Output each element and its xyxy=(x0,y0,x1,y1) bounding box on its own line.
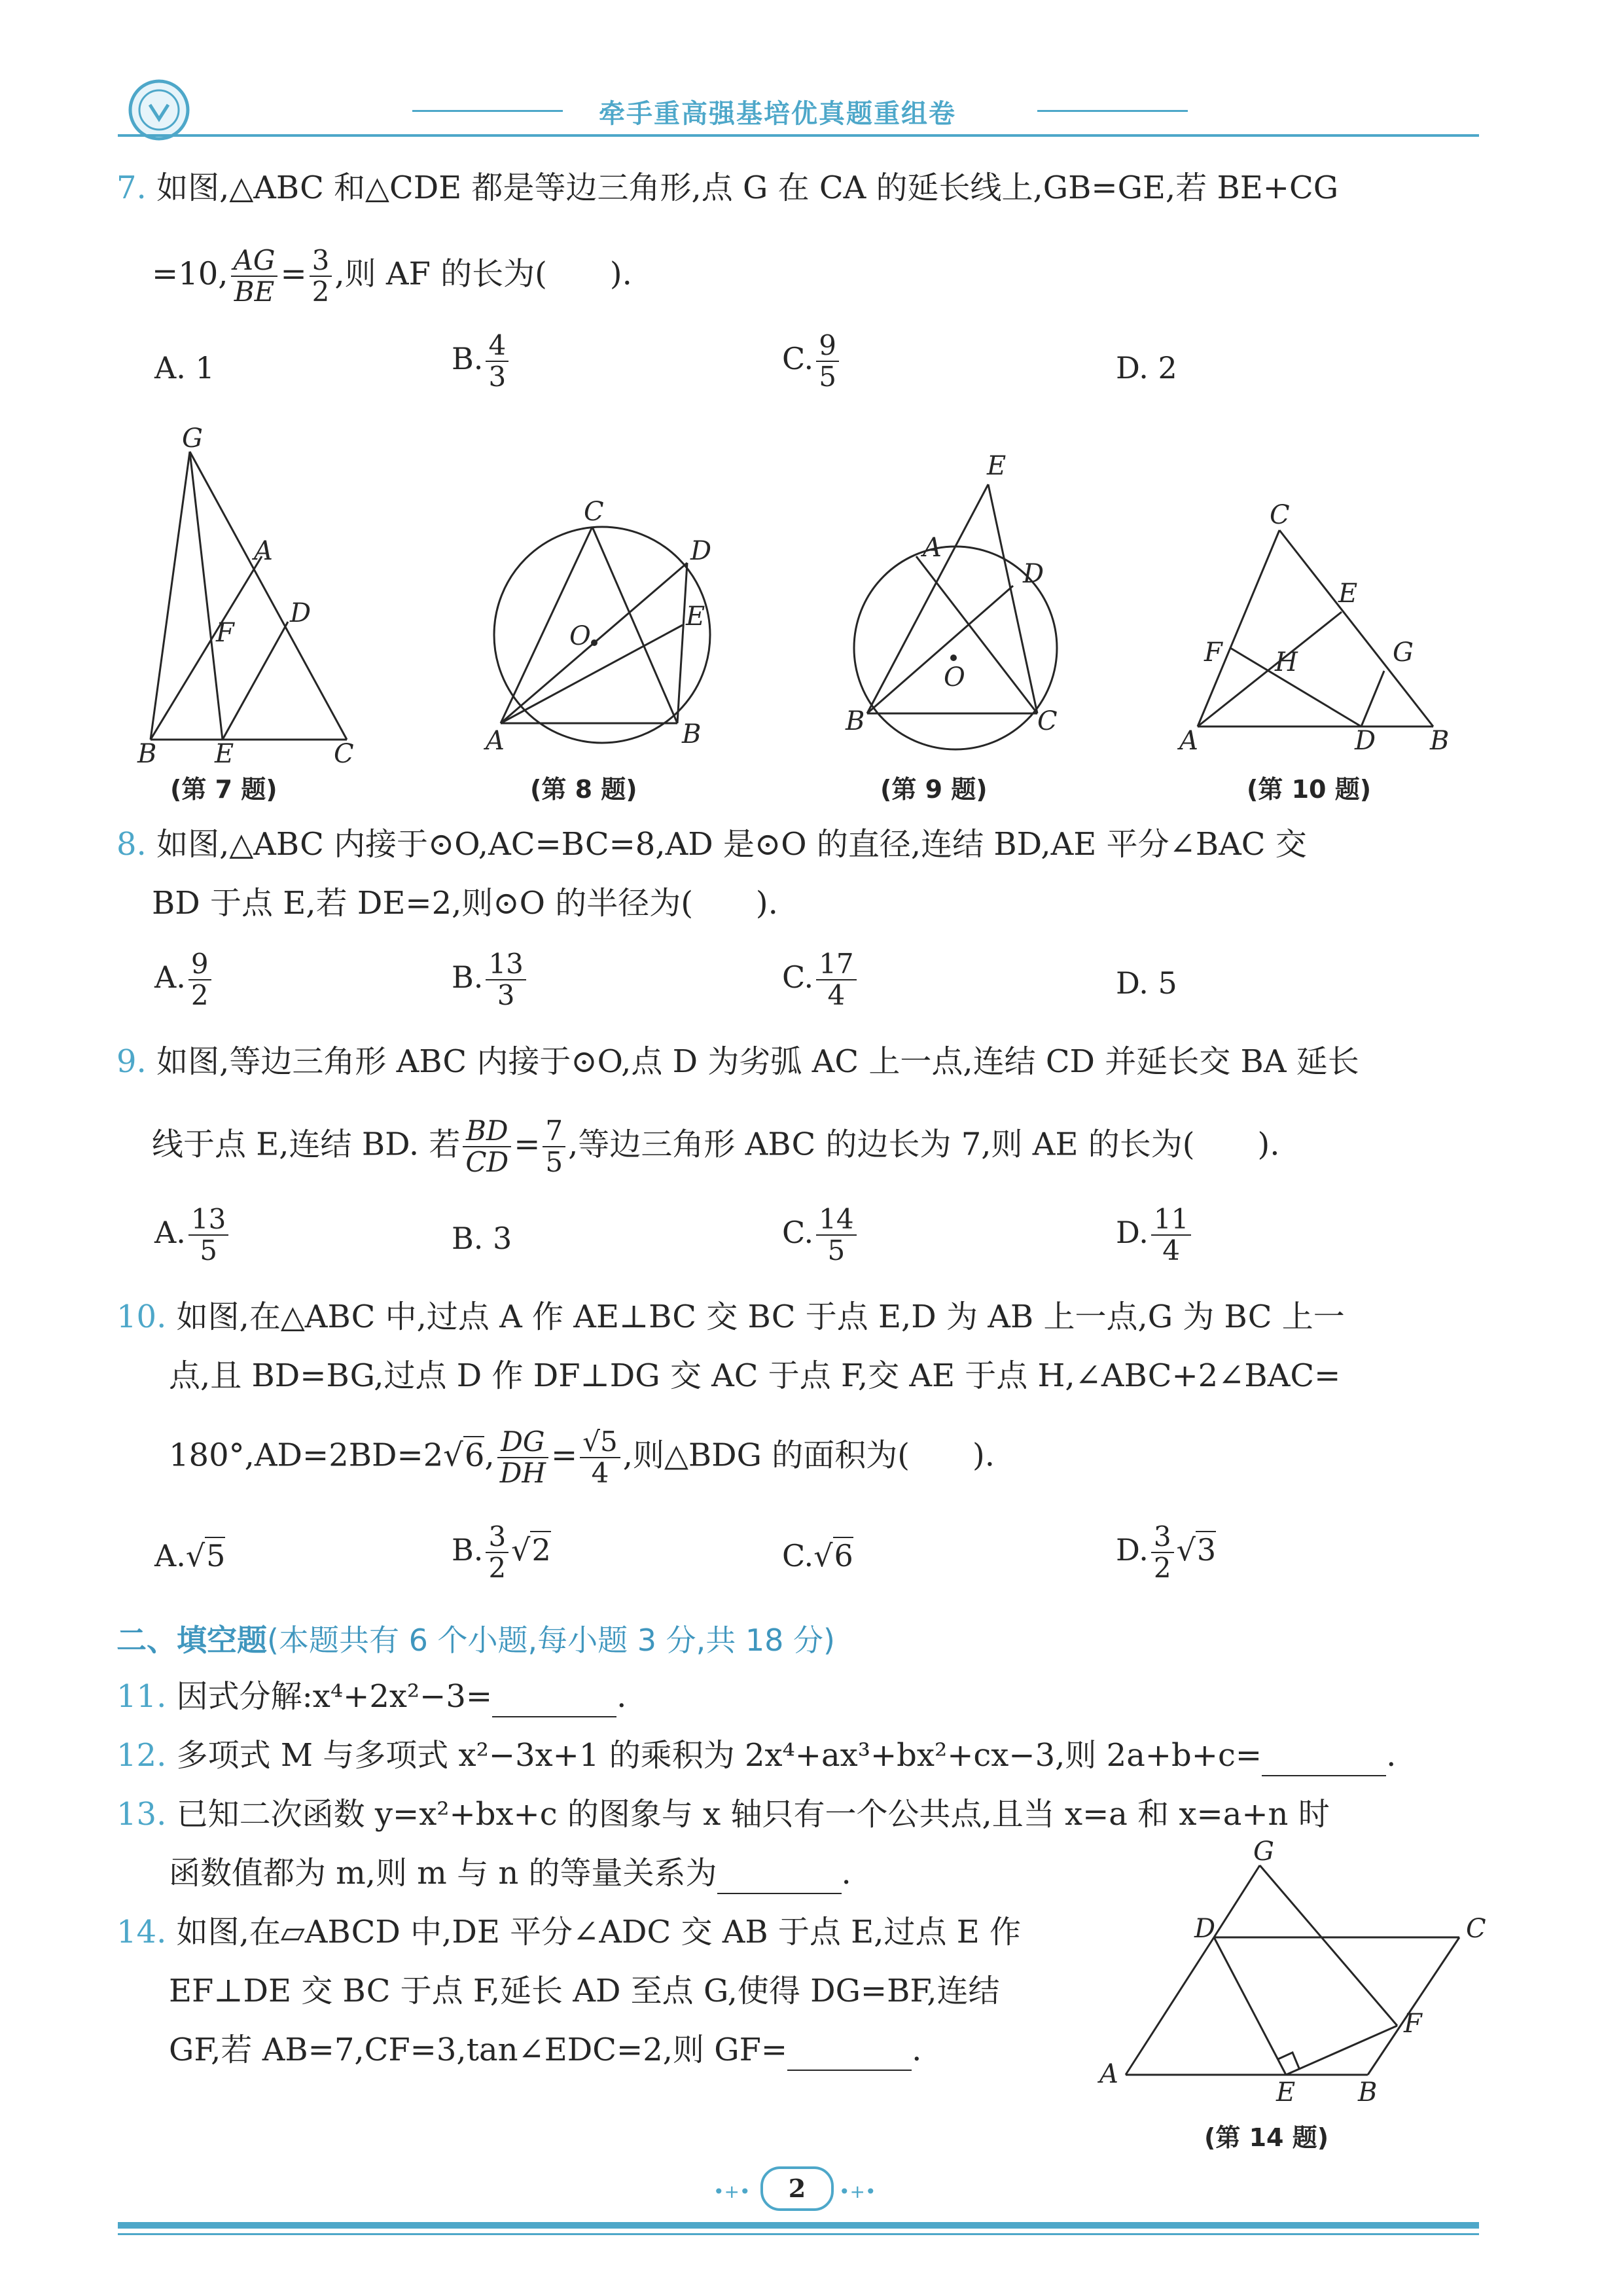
fig10-line-ae xyxy=(1198,612,1342,726)
q12-text: 多项式 M 与多项式 x²−3x+1 的乘积为 2x⁴+ax³+bx²+cx−3,则 2a+b+c= xyxy=(176,1737,1262,1774)
fig7-line-ba xyxy=(151,556,262,740)
q9-d-label: D. xyxy=(1116,1215,1149,1250)
q9-line1 xyxy=(116,1041,1359,1083)
fig8-label-c: C xyxy=(584,497,604,527)
q8-option-d: D. 5 xyxy=(1116,965,1177,1001)
q9-frac-7-5 xyxy=(543,1116,565,1177)
q13-text-line2: 函数值都为 m,则 m 与 n 的等量关系为 xyxy=(169,1855,717,1892)
fig9-label-c: C xyxy=(1037,706,1058,736)
fig14-line-ad xyxy=(1126,1937,1214,2075)
q7-frac1-bot: BE xyxy=(234,276,275,308)
q7-option-c-frac xyxy=(816,331,839,392)
q11 xyxy=(116,1676,626,1717)
fig14-label-c: C xyxy=(1466,1914,1486,1944)
q9-option-d xyxy=(1116,1204,1194,1266)
fig14-line-de xyxy=(1214,1937,1286,2075)
fig10-line-dg xyxy=(1361,671,1384,726)
q14-line3 xyxy=(169,2029,921,2071)
q13-answer-blank[interactable] xyxy=(717,1867,842,1894)
q7-frac-3-2 xyxy=(310,245,332,307)
fig10-label-c: C xyxy=(1270,500,1290,530)
fig14-label-g: G xyxy=(1253,1837,1274,1867)
q9-frac2-bot: 5 xyxy=(545,1146,563,1178)
figure-7 xyxy=(131,423,380,769)
figure-9-caption: (第 9 题) xyxy=(880,775,988,804)
q14-text-line1: 如图,在▱ABCD 中,DE 平分∠ADC 交 AB 于点 E,过点 E 作 xyxy=(176,1914,1022,1950)
q9-option-b: B. 3 xyxy=(452,1221,512,1256)
q7-option-c xyxy=(782,331,842,392)
fig7-label-g: G xyxy=(182,423,203,454)
fig9-label-a: A xyxy=(923,533,942,563)
figure-10-caption: (第 10 题) xyxy=(1247,775,1372,804)
fig7-line-ge xyxy=(190,452,223,740)
footer-rule xyxy=(118,2222,1479,2229)
q10-line3-comma: , xyxy=(484,1437,495,1474)
q7-frac2-bot: 2 xyxy=(312,276,330,308)
q9-text-line1: 如图,等边三角形 ABC 内接于⊙O,点 D 为劣弧 AC 上一点,连结 CD 并延长交 BA 延长 xyxy=(156,1043,1359,1080)
q10-b-radicand: 2 xyxy=(531,1532,551,1568)
fig8-label-b: B xyxy=(682,719,702,749)
q10-frac-sqrt5-4 xyxy=(580,1427,620,1488)
q7-option-b-label: B. xyxy=(452,341,484,376)
q10-option-c xyxy=(782,1538,853,1573)
q8-option-c xyxy=(782,949,859,1011)
q8-option-a xyxy=(154,949,214,1011)
q10-frac1-bot: DH xyxy=(499,1457,546,1489)
fig14-line-gf xyxy=(1260,1865,1397,2026)
fig7-line-gc xyxy=(190,452,347,740)
q14-number: 14. xyxy=(116,1914,167,1950)
q10-b-frac xyxy=(486,1522,508,1583)
q7-frac2-top: 3 xyxy=(310,245,332,277)
q8-option-b xyxy=(452,949,529,1011)
q10-b-radical: √ xyxy=(511,1532,531,1568)
q7-number: 7. xyxy=(116,170,147,206)
q12-end: . xyxy=(1386,1737,1397,1774)
fig10-line-ac xyxy=(1198,530,1279,726)
figure-14-caption: (第 14 题) xyxy=(1204,2123,1329,2152)
q10-d-radicand: 3 xyxy=(1196,1532,1217,1568)
fig8-label-a: A xyxy=(486,726,505,756)
fig10-label-h: H xyxy=(1275,647,1298,677)
q11-number: 11. xyxy=(116,1678,167,1715)
fig10-line-cb xyxy=(1279,530,1433,726)
q9-a-top: 13 xyxy=(188,1204,228,1236)
figure-10 xyxy=(1165,500,1466,759)
fig7-label-a: A xyxy=(254,536,273,566)
section-fill-in xyxy=(116,1617,835,1660)
q14-line1 xyxy=(116,1911,1021,1953)
q8-number: 8. xyxy=(116,826,147,863)
q10-a-radicand: 5 xyxy=(206,1538,226,1573)
q7-option-b xyxy=(452,331,511,392)
q10-frac-dg-dh xyxy=(497,1427,548,1488)
q7-option-b-frac xyxy=(486,331,508,392)
fig10-label-g: G xyxy=(1393,637,1414,668)
q10-option-b xyxy=(452,1522,551,1583)
q10-frac2-top: √5 xyxy=(580,1427,620,1458)
fig14-line-dg xyxy=(1214,1865,1260,1937)
fig14-label-f: F xyxy=(1404,2009,1422,2039)
fig10-label-d: D xyxy=(1355,726,1376,756)
header-ornament-right xyxy=(1037,110,1188,112)
q14-end: . xyxy=(912,2032,922,2068)
fig14-label-b: B xyxy=(1358,2077,1378,2108)
fig8-label-e: E xyxy=(686,601,705,632)
q8-b-top: 13 xyxy=(486,949,526,980)
q9-c-label: C. xyxy=(782,1215,814,1250)
q11-end: . xyxy=(616,1678,627,1715)
q10-b-label: B. xyxy=(452,1532,484,1568)
q8-c-label: C. xyxy=(782,960,814,995)
fig9-line-ec xyxy=(988,484,1037,713)
q9-a-frac xyxy=(188,1204,228,1266)
fig14-line-ef xyxy=(1286,2026,1397,2075)
q7-option-c-label: C. xyxy=(782,341,814,376)
q9-option-c xyxy=(782,1204,859,1266)
q8-line2: BD 于点 E,若 DE=2,则⊙O 的半径为( ). xyxy=(152,885,778,922)
fig9-line-bd xyxy=(867,586,1013,713)
q10-text-line1: 如图,在△ABC 中,过点 A 作 AE⊥BC 交 BC 于点 E,D 为 AB 上一点,G 为 BC 上一 xyxy=(176,1299,1345,1335)
q7-line2-post: ,则 AF 的长为( ). xyxy=(334,255,632,293)
fig8-center-dot xyxy=(591,639,597,646)
fig14-label-e: E xyxy=(1276,2077,1296,2108)
footer-dots-left: •+• xyxy=(713,2181,751,2202)
q8-c-frac xyxy=(816,949,856,1011)
q10-line3-pre: 180°,AD=2BD=2 xyxy=(169,1437,444,1474)
q9-d-frac xyxy=(1151,1204,1191,1266)
section-title: 二、填空题 xyxy=(116,1623,267,1658)
q10-a-label: A. xyxy=(154,1538,186,1573)
q7-c-top: 9 xyxy=(816,331,839,362)
q10-d-top: 3 xyxy=(1151,1522,1174,1553)
fig10-label-e: E xyxy=(1338,579,1358,609)
page-number: 2 xyxy=(788,2174,806,2203)
q9-number: 9. xyxy=(116,1043,147,1080)
q10-line3 xyxy=(169,1427,995,1488)
q13-end: . xyxy=(841,1855,851,1892)
q10-frac1-top: DG xyxy=(497,1427,548,1458)
q10-d-radical: √ xyxy=(1176,1532,1196,1568)
q8-line1 xyxy=(116,823,1307,865)
fig7-label-c: C xyxy=(334,739,354,769)
figure-7-caption: (第 7 题) xyxy=(170,775,277,804)
figure-8-caption: (第 8 题) xyxy=(530,775,637,804)
q8-b-label: B. xyxy=(452,960,484,995)
section-note: (本题共有 6 个小题,每小题 3 分,共 18 分) xyxy=(267,1623,835,1658)
q8-a-top: 9 xyxy=(188,949,211,980)
fig9-label-o: O xyxy=(944,662,965,692)
figure-8 xyxy=(471,497,746,759)
fig10-label-a: A xyxy=(1179,726,1198,756)
q14-answer-blank[interactable] xyxy=(787,2043,912,2071)
q7-option-d: D. 2 xyxy=(1116,350,1177,386)
q7-c-bot: 5 xyxy=(819,361,836,393)
q7-frac1-top: AG xyxy=(231,245,278,277)
fig9-label-e: E xyxy=(987,451,1007,481)
q10-frac2-bot: 4 xyxy=(591,1457,609,1489)
q8-a-frac xyxy=(188,949,211,1011)
header-ornament-left xyxy=(412,110,563,112)
page-number-badge xyxy=(760,2166,834,2211)
q7-b-bot: 3 xyxy=(488,361,507,393)
q9-line2-post: ,等边三角形 ABC 的边长为 7,则 AE 的长为( ). xyxy=(568,1126,1280,1163)
fig7-label-f: F xyxy=(216,618,234,648)
q7-frac-ag-be xyxy=(231,245,278,307)
q13-text-line1: 已知二次函数 y=x²+bx+c 的图象与 x 轴只有一个公共点,且当 x=a 和 x=a+n 时 xyxy=(176,1796,1330,1833)
q7-line1 xyxy=(116,167,1338,209)
q8-b-frac xyxy=(486,949,526,1011)
header-rule xyxy=(118,134,1479,137)
q11-text: 因式分解:x⁴+2x²−3= xyxy=(176,1678,493,1715)
q10-line1 xyxy=(116,1296,1345,1338)
footer-rule-thin xyxy=(118,2233,1479,2235)
q8-c-top: 17 xyxy=(816,949,856,980)
fig14-label-a: A xyxy=(1099,2059,1118,2089)
q7-line2 xyxy=(152,245,632,307)
q9-a-label: A. xyxy=(154,1215,186,1250)
fig8-label-d: D xyxy=(690,536,712,566)
q7-eq: = xyxy=(280,255,307,293)
q9-option-a xyxy=(154,1204,231,1266)
fig9-line-be xyxy=(867,484,988,713)
fig8-line-db xyxy=(677,563,687,723)
q8-a-bot: 2 xyxy=(190,979,209,1011)
q10-option-a xyxy=(154,1538,225,1573)
q10-d-bot: 2 xyxy=(1153,1552,1171,1584)
q9-d-top: 11 xyxy=(1151,1204,1191,1236)
q8-c-bot: 4 xyxy=(827,979,846,1011)
q10-d-frac xyxy=(1151,1522,1174,1583)
fig10-label-f: F xyxy=(1204,637,1222,668)
fig8-label-o: O xyxy=(569,621,591,651)
q9-c-top: 14 xyxy=(816,1204,856,1236)
header-title: 牵手重高强基培优真题重组卷 xyxy=(599,99,956,129)
q10-b-top: 3 xyxy=(486,1522,508,1553)
q10-line3-radical: √ xyxy=(443,1437,463,1474)
q7-line2-pre: =10, xyxy=(152,255,228,293)
q9-line2-pre: 线于点 E,连结 BD. 若 xyxy=(152,1126,461,1163)
footer-dots-right: •+• xyxy=(839,2181,876,2202)
q9-c-frac xyxy=(816,1204,856,1266)
q14-line2: EF⊥DE 交 BC 于点 F,延长 AD 至点 G,使得 DG=BF,连结 xyxy=(169,1973,1000,2009)
q9-frac-bd-cd xyxy=(463,1116,511,1177)
q11-answer-blank[interactable] xyxy=(492,1690,616,1717)
q10-number: 10. xyxy=(116,1299,167,1335)
q10-c-label: C. xyxy=(782,1538,814,1573)
fig7-label-d: D xyxy=(290,598,312,628)
figure-14 xyxy=(1086,1837,1492,2114)
q10-d-label: D. xyxy=(1116,1532,1149,1568)
q7-option-a: A. 1 xyxy=(154,350,215,386)
q13-line2 xyxy=(169,1852,851,1894)
q12-answer-blank[interactable] xyxy=(1262,1749,1386,1776)
q10-c-radicand: 6 xyxy=(834,1538,853,1573)
fig9-label-d: D xyxy=(1023,559,1044,589)
q7-b-top: 4 xyxy=(486,331,508,362)
fig9-label-b: B xyxy=(846,706,865,736)
q8-a-label: A. xyxy=(154,960,186,995)
fig8-line-cb xyxy=(592,527,677,723)
q9-c-bot: 5 xyxy=(827,1234,846,1266)
figure-9 xyxy=(838,452,1086,759)
q9-frac1-top: BD xyxy=(463,1116,511,1147)
fig7-label-b: B xyxy=(137,739,157,769)
school-emblem-icon xyxy=(128,79,190,141)
q9-a-bot: 5 xyxy=(200,1234,217,1266)
fig9-line-ac xyxy=(916,556,1037,713)
q14-text-line3: GF,若 AB=7,CF=3,tan∠EDC=2,则 GF= xyxy=(169,2032,788,2068)
q8-text-line1: 如图,△ABC 内接于⊙O,AC=BC=8,AD 是⊙O 的直径,连结 BD,AE 平分∠BAC 交 xyxy=(156,826,1307,863)
fig9-center-dot xyxy=(950,655,957,661)
fig14-label-d: D xyxy=(1194,1914,1216,1944)
q9-frac2-top: 7 xyxy=(543,1116,565,1147)
q13-number: 13. xyxy=(116,1796,167,1833)
fig10-label-b: B xyxy=(1430,726,1450,756)
q12 xyxy=(116,1734,1396,1776)
q9-line2 xyxy=(152,1116,1279,1177)
q12-number: 12. xyxy=(116,1737,167,1774)
q10-option-d xyxy=(1116,1522,1216,1583)
q9-frac1-bot: CD xyxy=(465,1146,509,1178)
q10-b-bot: 2 xyxy=(488,1552,507,1584)
q10-c-radical: √ xyxy=(813,1538,833,1573)
q10-line3-post: ,则△BDG 的面积为( ). xyxy=(622,1437,995,1474)
q9-eq: = xyxy=(514,1126,541,1163)
q10-line2: 点,且 BD=BG,过点 D 作 DF⊥DG 交 AC 于点 F,交 AE 于点 H,∠ABC+2∠BAC= xyxy=(169,1357,1341,1394)
q8-b-bot: 3 xyxy=(497,979,515,1011)
fig7-line-gb xyxy=(151,452,190,740)
q7-text-line1: 如图,△ABC 和△CDE 都是等边三角形,点 G 在 CA 的延长线上,GB=GE,若 BE+CG xyxy=(156,170,1339,206)
q13-line1 xyxy=(116,1793,1330,1835)
fig7-label-e: E xyxy=(215,739,234,769)
q9-d-bot: 4 xyxy=(1162,1234,1180,1266)
q10-a-radical: √ xyxy=(185,1538,205,1573)
q10-line3-radicand: 6 xyxy=(464,1437,485,1474)
q10-eq: = xyxy=(551,1437,578,1474)
